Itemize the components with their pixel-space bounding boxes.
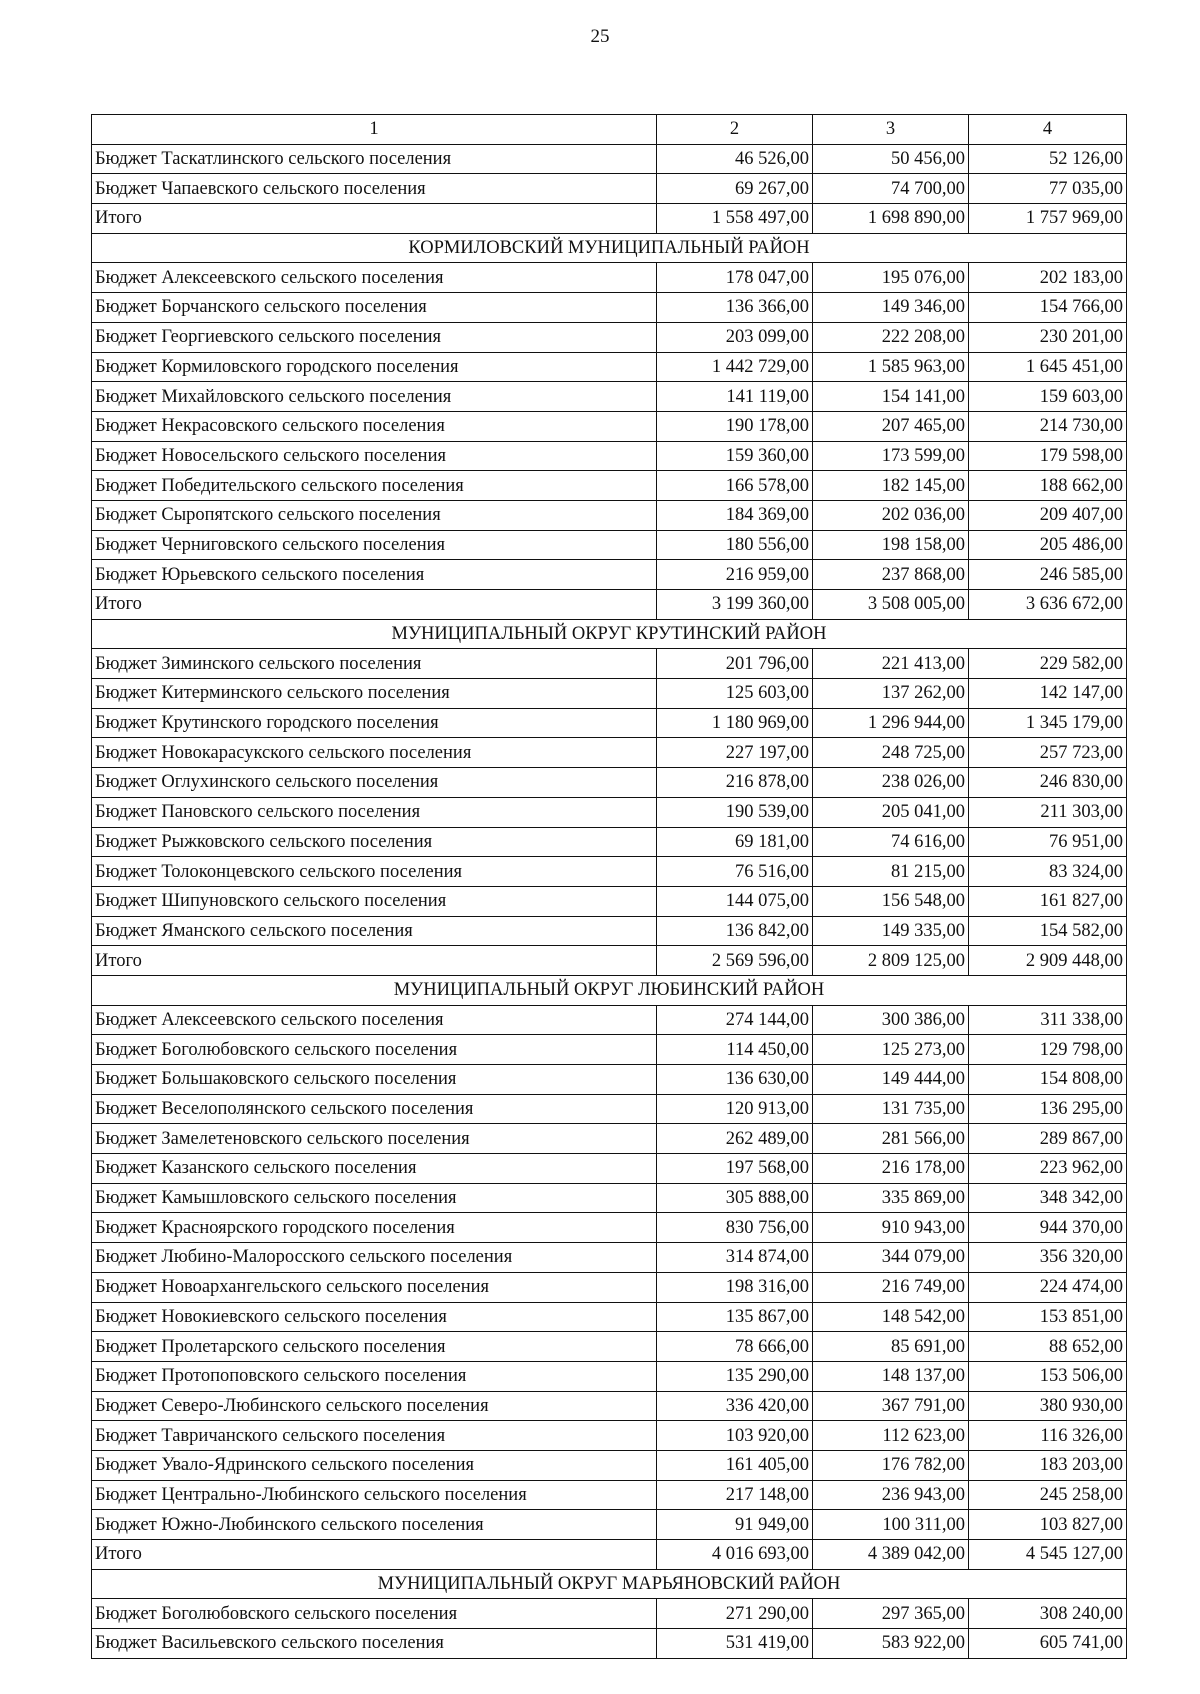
value-cell-col3: 173 599,00 (813, 441, 969, 471)
budget-name-cell: Бюджет Яманского сельского поселения (92, 916, 657, 946)
value-cell-col4: 76 951,00 (969, 827, 1127, 857)
value-cell-col3: 335 869,00 (813, 1183, 969, 1213)
table-row (92, 1302, 1127, 1332)
value-cell-col2: 114 450,00 (657, 1035, 813, 1065)
budget-name-cell: Бюджет Шипуновского сельского поселения (92, 886, 657, 916)
table-row (92, 797, 1127, 827)
value-cell-col3: 176 782,00 (813, 1450, 969, 1480)
section-heading: МУНИЦИПАЛЬНЫЙ ОКРУГ МАРЬЯНОВСКИЙ РАЙОН (92, 1569, 1127, 1599)
value-cell-col2: 216 878,00 (657, 768, 813, 798)
table-row (92, 1361, 1127, 1391)
value-cell-col3: 149 444,00 (813, 1065, 969, 1095)
value-cell-col3: 131 735,00 (813, 1094, 969, 1124)
total-row (92, 204, 1127, 234)
value-cell-col4: 246 830,00 (969, 768, 1127, 798)
budget-name-cell: Бюджет Толоконцевского сельского поселения (92, 857, 657, 887)
value-cell-col3: 216 178,00 (813, 1154, 969, 1184)
value-cell-col3: 3 508 005,00 (813, 590, 969, 620)
budget-name-cell: Бюджет Центрально-Любинского сельского поселения (92, 1480, 657, 1510)
budget-name-cell: Бюджет Сыропятского сельского поселения (92, 500, 657, 530)
value-cell-col3: 100 311,00 (813, 1510, 969, 1540)
value-cell-col4: 142 147,00 (969, 679, 1127, 709)
value-cell-col2: 184 369,00 (657, 500, 813, 530)
value-cell-col3: 216 749,00 (813, 1272, 969, 1302)
value-cell-col3: 195 076,00 (813, 263, 969, 293)
table-row (92, 649, 1127, 679)
value-cell-col3: 81 215,00 (813, 857, 969, 887)
value-cell-col4: 356 320,00 (969, 1243, 1127, 1273)
column-number-4: 4 (969, 115, 1127, 145)
value-cell-col3: 221 413,00 (813, 649, 969, 679)
table-row (92, 1124, 1127, 1154)
value-cell-col2: 76 516,00 (657, 857, 813, 887)
budget-name-cell: Бюджет Пановского сельского поселения (92, 797, 657, 827)
value-cell-col4: 245 258,00 (969, 1480, 1127, 1510)
value-cell-col3: 237 868,00 (813, 560, 969, 590)
budget-name-cell: Бюджет Георгиевского сельского поселения (92, 322, 657, 352)
budget-name-cell: Бюджет Рыжковского сельского поселения (92, 827, 657, 857)
value-cell-col4: 161 827,00 (969, 886, 1127, 916)
value-cell-col4: 289 867,00 (969, 1124, 1127, 1154)
value-cell-col2: 69 267,00 (657, 174, 813, 204)
value-cell-col2: 136 366,00 (657, 293, 813, 323)
value-cell-col3: 297 365,00 (813, 1599, 969, 1629)
value-cell-col3: 238 026,00 (813, 768, 969, 798)
value-cell-col2: 1 558 497,00 (657, 204, 813, 234)
budget-table (91, 114, 1127, 1659)
total-row (92, 1540, 1127, 1570)
budget-name-cell: Бюджет Алексеевского сельского поселения (92, 1005, 657, 1035)
value-cell-col4: 88 652,00 (969, 1332, 1127, 1362)
value-cell-col3: 74 616,00 (813, 827, 969, 857)
section-heading-row (92, 233, 1127, 263)
value-cell-col4: 103 827,00 (969, 1510, 1127, 1540)
table-row (92, 1391, 1127, 1421)
value-cell-col3: 4 389 042,00 (813, 1540, 969, 1570)
value-cell-col2: 3 199 360,00 (657, 590, 813, 620)
value-cell-col2: 190 178,00 (657, 411, 813, 441)
table-row (92, 441, 1127, 471)
value-cell-col2: 178 047,00 (657, 263, 813, 293)
budget-name-cell: Бюджет Кормиловского городского поселения (92, 352, 657, 382)
budget-name-cell: Итого (92, 1540, 657, 1570)
value-cell-col3: 148 542,00 (813, 1302, 969, 1332)
value-cell-col3: 198 158,00 (813, 530, 969, 560)
column-number-2: 2 (657, 115, 813, 145)
value-cell-col4: 205 486,00 (969, 530, 1127, 560)
budget-name-cell: Бюджет Новокарасукского сельского поселения (92, 738, 657, 768)
value-cell-col2: 1 442 729,00 (657, 352, 813, 382)
value-cell-col3: 1 585 963,00 (813, 352, 969, 382)
value-cell-col2: 216 959,00 (657, 560, 813, 590)
value-cell-col3: 583 922,00 (813, 1629, 969, 1659)
budget-name-cell: Бюджет Таскатлинского сельского поселения (92, 144, 657, 174)
value-cell-col4: 154 808,00 (969, 1065, 1127, 1095)
value-cell-col2: 271 290,00 (657, 1599, 813, 1629)
value-cell-col2: 91 949,00 (657, 1510, 813, 1540)
value-cell-col2: 314 874,00 (657, 1243, 813, 1273)
value-cell-col2: 46 526,00 (657, 144, 813, 174)
table-row (92, 1005, 1127, 1035)
table-row (92, 768, 1127, 798)
table-row (92, 1213, 1127, 1243)
value-cell-col3: 367 791,00 (813, 1391, 969, 1421)
budget-name-cell: Бюджет Китерминского сельского поселения (92, 679, 657, 709)
value-cell-col3: 205 041,00 (813, 797, 969, 827)
budget-name-cell: Бюджет Камышловского сельского поселения (92, 1183, 657, 1213)
table-row (92, 471, 1127, 501)
value-cell-col4: 77 035,00 (969, 174, 1127, 204)
table-row (92, 144, 1127, 174)
value-cell-col2: 305 888,00 (657, 1183, 813, 1213)
table-row (92, 263, 1127, 293)
value-cell-col2: 141 119,00 (657, 382, 813, 412)
value-cell-col3: 125 273,00 (813, 1035, 969, 1065)
value-cell-col4: 209 407,00 (969, 500, 1127, 530)
budget-name-cell: Бюджет Протопоповского сельского поселения (92, 1361, 657, 1391)
value-cell-col2: 227 197,00 (657, 738, 813, 768)
value-cell-col2: 197 568,00 (657, 1154, 813, 1184)
value-cell-col4: 183 203,00 (969, 1450, 1127, 1480)
value-cell-col4: 246 585,00 (969, 560, 1127, 590)
budget-name-cell: Бюджет Михайловского сельского поселения (92, 382, 657, 412)
value-cell-col4: 188 662,00 (969, 471, 1127, 501)
value-cell-col4: 153 851,00 (969, 1302, 1127, 1332)
value-cell-col4: 348 342,00 (969, 1183, 1127, 1213)
value-cell-col4: 83 324,00 (969, 857, 1127, 887)
budget-table-body (92, 115, 1127, 1659)
value-cell-col2: 217 148,00 (657, 1480, 813, 1510)
value-cell-col4: 3 636 672,00 (969, 590, 1127, 620)
value-cell-col4: 311 338,00 (969, 1005, 1127, 1035)
table-row (92, 382, 1127, 412)
value-cell-col4: 1 757 969,00 (969, 204, 1127, 234)
value-cell-col2: 166 578,00 (657, 471, 813, 501)
section-heading-row (92, 975, 1127, 1005)
table-row (92, 1094, 1127, 1124)
value-cell-col3: 156 548,00 (813, 886, 969, 916)
total-row (92, 590, 1127, 620)
budget-name-cell: Бюджет Большаковского сельского поселения (92, 1065, 657, 1095)
table-row (92, 916, 1127, 946)
column-number-1: 1 (92, 115, 657, 145)
section-heading: МУНИЦИПАЛЬНЫЙ ОКРУГ КРУТИНСКИЙ РАЙОН (92, 619, 1127, 649)
budget-name-cell: Бюджет Боголюбовского сельского поселения (92, 1035, 657, 1065)
value-cell-col2: 69 181,00 (657, 827, 813, 857)
value-cell-col3: 149 346,00 (813, 293, 969, 323)
value-cell-col4: 129 798,00 (969, 1035, 1127, 1065)
budget-name-cell: Бюджет Новосельского сельского поселения (92, 441, 657, 471)
value-cell-col4: 214 730,00 (969, 411, 1127, 441)
table-row (92, 1629, 1127, 1659)
value-cell-col3: 202 036,00 (813, 500, 969, 530)
section-heading: КОРМИЛОВСКИЙ МУНИЦИПАЛЬНЫЙ РАЙОН (92, 233, 1127, 263)
value-cell-col4: 211 303,00 (969, 797, 1127, 827)
table-row (92, 174, 1127, 204)
value-cell-col3: 222 208,00 (813, 322, 969, 352)
table-row (92, 293, 1127, 323)
value-cell-col2: 144 075,00 (657, 886, 813, 916)
value-cell-col2: 190 539,00 (657, 797, 813, 827)
value-cell-col3: 281 566,00 (813, 1124, 969, 1154)
value-cell-col2: 198 316,00 (657, 1272, 813, 1302)
value-cell-col4: 2 909 448,00 (969, 946, 1127, 976)
value-cell-col3: 300 386,00 (813, 1005, 969, 1035)
budget-name-cell: Бюджет Новокиевского сельского поселения (92, 1302, 657, 1332)
budget-name-cell: Бюджет Южно-Любинского сельского поселения (92, 1510, 657, 1540)
budget-name-cell: Бюджет Любино-Малоросского сельского поселения (92, 1243, 657, 1273)
value-cell-col2: 4 016 693,00 (657, 1540, 813, 1570)
table-row (92, 679, 1127, 709)
value-cell-col3: 1 296 944,00 (813, 708, 969, 738)
table-row (92, 1421, 1127, 1451)
value-cell-col2: 1 180 969,00 (657, 708, 813, 738)
value-cell-col2: 180 556,00 (657, 530, 813, 560)
table-row (92, 738, 1127, 768)
value-cell-col3: 50 456,00 (813, 144, 969, 174)
table-row (92, 322, 1127, 352)
value-cell-col3: 137 262,00 (813, 679, 969, 709)
value-cell-col2: 78 666,00 (657, 1332, 813, 1362)
value-cell-col2: 201 796,00 (657, 649, 813, 679)
table-row (92, 530, 1127, 560)
table-row (92, 1450, 1127, 1480)
budget-name-cell: Итого (92, 204, 657, 234)
value-cell-col3: 112 623,00 (813, 1421, 969, 1451)
value-cell-col3: 248 725,00 (813, 738, 969, 768)
value-cell-col4: 159 603,00 (969, 382, 1127, 412)
table-row (92, 1480, 1127, 1510)
value-cell-col4: 153 506,00 (969, 1361, 1127, 1391)
value-cell-col3: 149 335,00 (813, 916, 969, 946)
value-cell-col4: 257 723,00 (969, 738, 1127, 768)
budget-name-cell: Бюджет Васильевского сельского поселения (92, 1629, 657, 1659)
table-row (92, 1035, 1127, 1065)
budget-name-cell: Бюджет Оглухинского сельского поселения (92, 768, 657, 798)
value-cell-col4: 308 240,00 (969, 1599, 1127, 1629)
value-cell-col2: 830 756,00 (657, 1213, 813, 1243)
value-cell-col2: 135 290,00 (657, 1361, 813, 1391)
budget-name-cell: Бюджет Веселополянского сельского поселения (92, 1094, 657, 1124)
value-cell-col4: 4 545 127,00 (969, 1540, 1127, 1570)
value-cell-col4: 605 741,00 (969, 1629, 1127, 1659)
table-row (92, 500, 1127, 530)
table-row (92, 1599, 1127, 1629)
page-number: 25 (590, 26, 610, 47)
table-row (92, 411, 1127, 441)
value-cell-col4: 202 183,00 (969, 263, 1127, 293)
budget-name-cell: Бюджет Борчанского сельского поселения (92, 293, 657, 323)
value-cell-col3: 148 137,00 (813, 1361, 969, 1391)
table-row (92, 1154, 1127, 1184)
value-cell-col2: 203 099,00 (657, 322, 813, 352)
value-cell-col2: 135 867,00 (657, 1302, 813, 1332)
value-cell-col2: 120 913,00 (657, 1094, 813, 1124)
value-cell-col4: 1 345 179,00 (969, 708, 1127, 738)
value-cell-col4: 229 582,00 (969, 649, 1127, 679)
value-cell-col4: 179 598,00 (969, 441, 1127, 471)
value-cell-col3: 182 145,00 (813, 471, 969, 501)
budget-name-cell: Бюджет Тавричанского сельского поселения (92, 1421, 657, 1451)
value-cell-col3: 74 700,00 (813, 174, 969, 204)
budget-name-cell: Бюджет Увало-Ядринского сельского поселения (92, 1450, 657, 1480)
value-cell-col2: 159 360,00 (657, 441, 813, 471)
budget-name-cell: Бюджет Черниговского сельского поселения (92, 530, 657, 560)
value-cell-col2: 2 569 596,00 (657, 946, 813, 976)
total-row (92, 946, 1127, 976)
value-cell-col3: 207 465,00 (813, 411, 969, 441)
value-cell-col2: 103 920,00 (657, 1421, 813, 1451)
value-cell-col2: 161 405,00 (657, 1450, 813, 1480)
budget-name-cell: Бюджет Некрасовского сельского поселения (92, 411, 657, 441)
section-heading: МУНИЦИПАЛЬНЫЙ ОКРУГ ЛЮБИНСКИЙ РАЙОН (92, 975, 1127, 1005)
value-cell-col2: 136 842,00 (657, 916, 813, 946)
table-row (92, 1183, 1127, 1213)
value-cell-col3: 2 809 125,00 (813, 946, 969, 976)
value-cell-col2: 336 420,00 (657, 1391, 813, 1421)
value-cell-col3: 910 943,00 (813, 1213, 969, 1243)
value-cell-col4: 116 326,00 (969, 1421, 1127, 1451)
table-row (92, 1243, 1127, 1273)
value-cell-col3: 85 691,00 (813, 1332, 969, 1362)
value-cell-col2: 125 603,00 (657, 679, 813, 709)
value-cell-col4: 224 474,00 (969, 1272, 1127, 1302)
budget-name-cell: Бюджет Победительского сельского поселения (92, 471, 657, 501)
value-cell-col4: 380 930,00 (969, 1391, 1127, 1421)
value-cell-col2: 274 144,00 (657, 1005, 813, 1035)
budget-name-cell: Бюджет Крутинского городского поселения (92, 708, 657, 738)
value-cell-col4: 52 126,00 (969, 144, 1127, 174)
table-row (92, 1510, 1127, 1540)
table-row (92, 352, 1127, 382)
section-heading-row (92, 1569, 1127, 1599)
value-cell-col4: 230 201,00 (969, 322, 1127, 352)
budget-name-cell: Бюджет Зиминского сельского поселения (92, 649, 657, 679)
value-cell-col4: 944 370,00 (969, 1213, 1127, 1243)
table-row (92, 560, 1127, 590)
table-row (92, 1332, 1127, 1362)
budget-name-cell: Бюджет Казанского сельского поселения (92, 1154, 657, 1184)
value-cell-col2: 136 630,00 (657, 1065, 813, 1095)
value-cell-col3: 154 141,00 (813, 382, 969, 412)
table-row (92, 1065, 1127, 1095)
table-header-row (92, 115, 1127, 145)
table-row (92, 857, 1127, 887)
value-cell-col4: 154 766,00 (969, 293, 1127, 323)
budget-name-cell: Итого (92, 946, 657, 976)
value-cell-col2: 531 419,00 (657, 1629, 813, 1659)
table-row (92, 827, 1127, 857)
table-row (92, 1272, 1127, 1302)
budget-name-cell: Бюджет Юрьевского сельского поселения (92, 560, 657, 590)
column-number-3: 3 (813, 115, 969, 145)
budget-name-cell: Бюджет Пролетарского сельского поселения (92, 1332, 657, 1362)
value-cell-col4: 1 645 451,00 (969, 352, 1127, 382)
value-cell-col4: 136 295,00 (969, 1094, 1127, 1124)
section-heading-row (92, 619, 1127, 649)
budget-name-cell: Бюджет Алексеевского сельского поселения (92, 263, 657, 293)
table-row (92, 886, 1127, 916)
budget-name-cell: Бюджет Красноярского городского поселения (92, 1213, 657, 1243)
value-cell-col3: 236 943,00 (813, 1480, 969, 1510)
budget-name-cell: Бюджет Новоархангельского сельского поселения (92, 1272, 657, 1302)
budget-name-cell: Бюджет Боголюбовского сельского поселения (92, 1599, 657, 1629)
value-cell-col4: 223 962,00 (969, 1154, 1127, 1184)
budget-name-cell: Бюджет Северо-Любинского сельского поселения (92, 1391, 657, 1421)
value-cell-col3: 344 079,00 (813, 1243, 969, 1273)
value-cell-col2: 262 489,00 (657, 1124, 813, 1154)
value-cell-col4: 154 582,00 (969, 916, 1127, 946)
table-row (92, 708, 1127, 738)
value-cell-col3: 1 698 890,00 (813, 204, 969, 234)
budget-name-cell: Бюджет Замелетеновского сельского поселения (92, 1124, 657, 1154)
budget-name-cell: Бюджет Чапаевского сельского поселения (92, 174, 657, 204)
budget-name-cell: Итого (92, 590, 657, 620)
